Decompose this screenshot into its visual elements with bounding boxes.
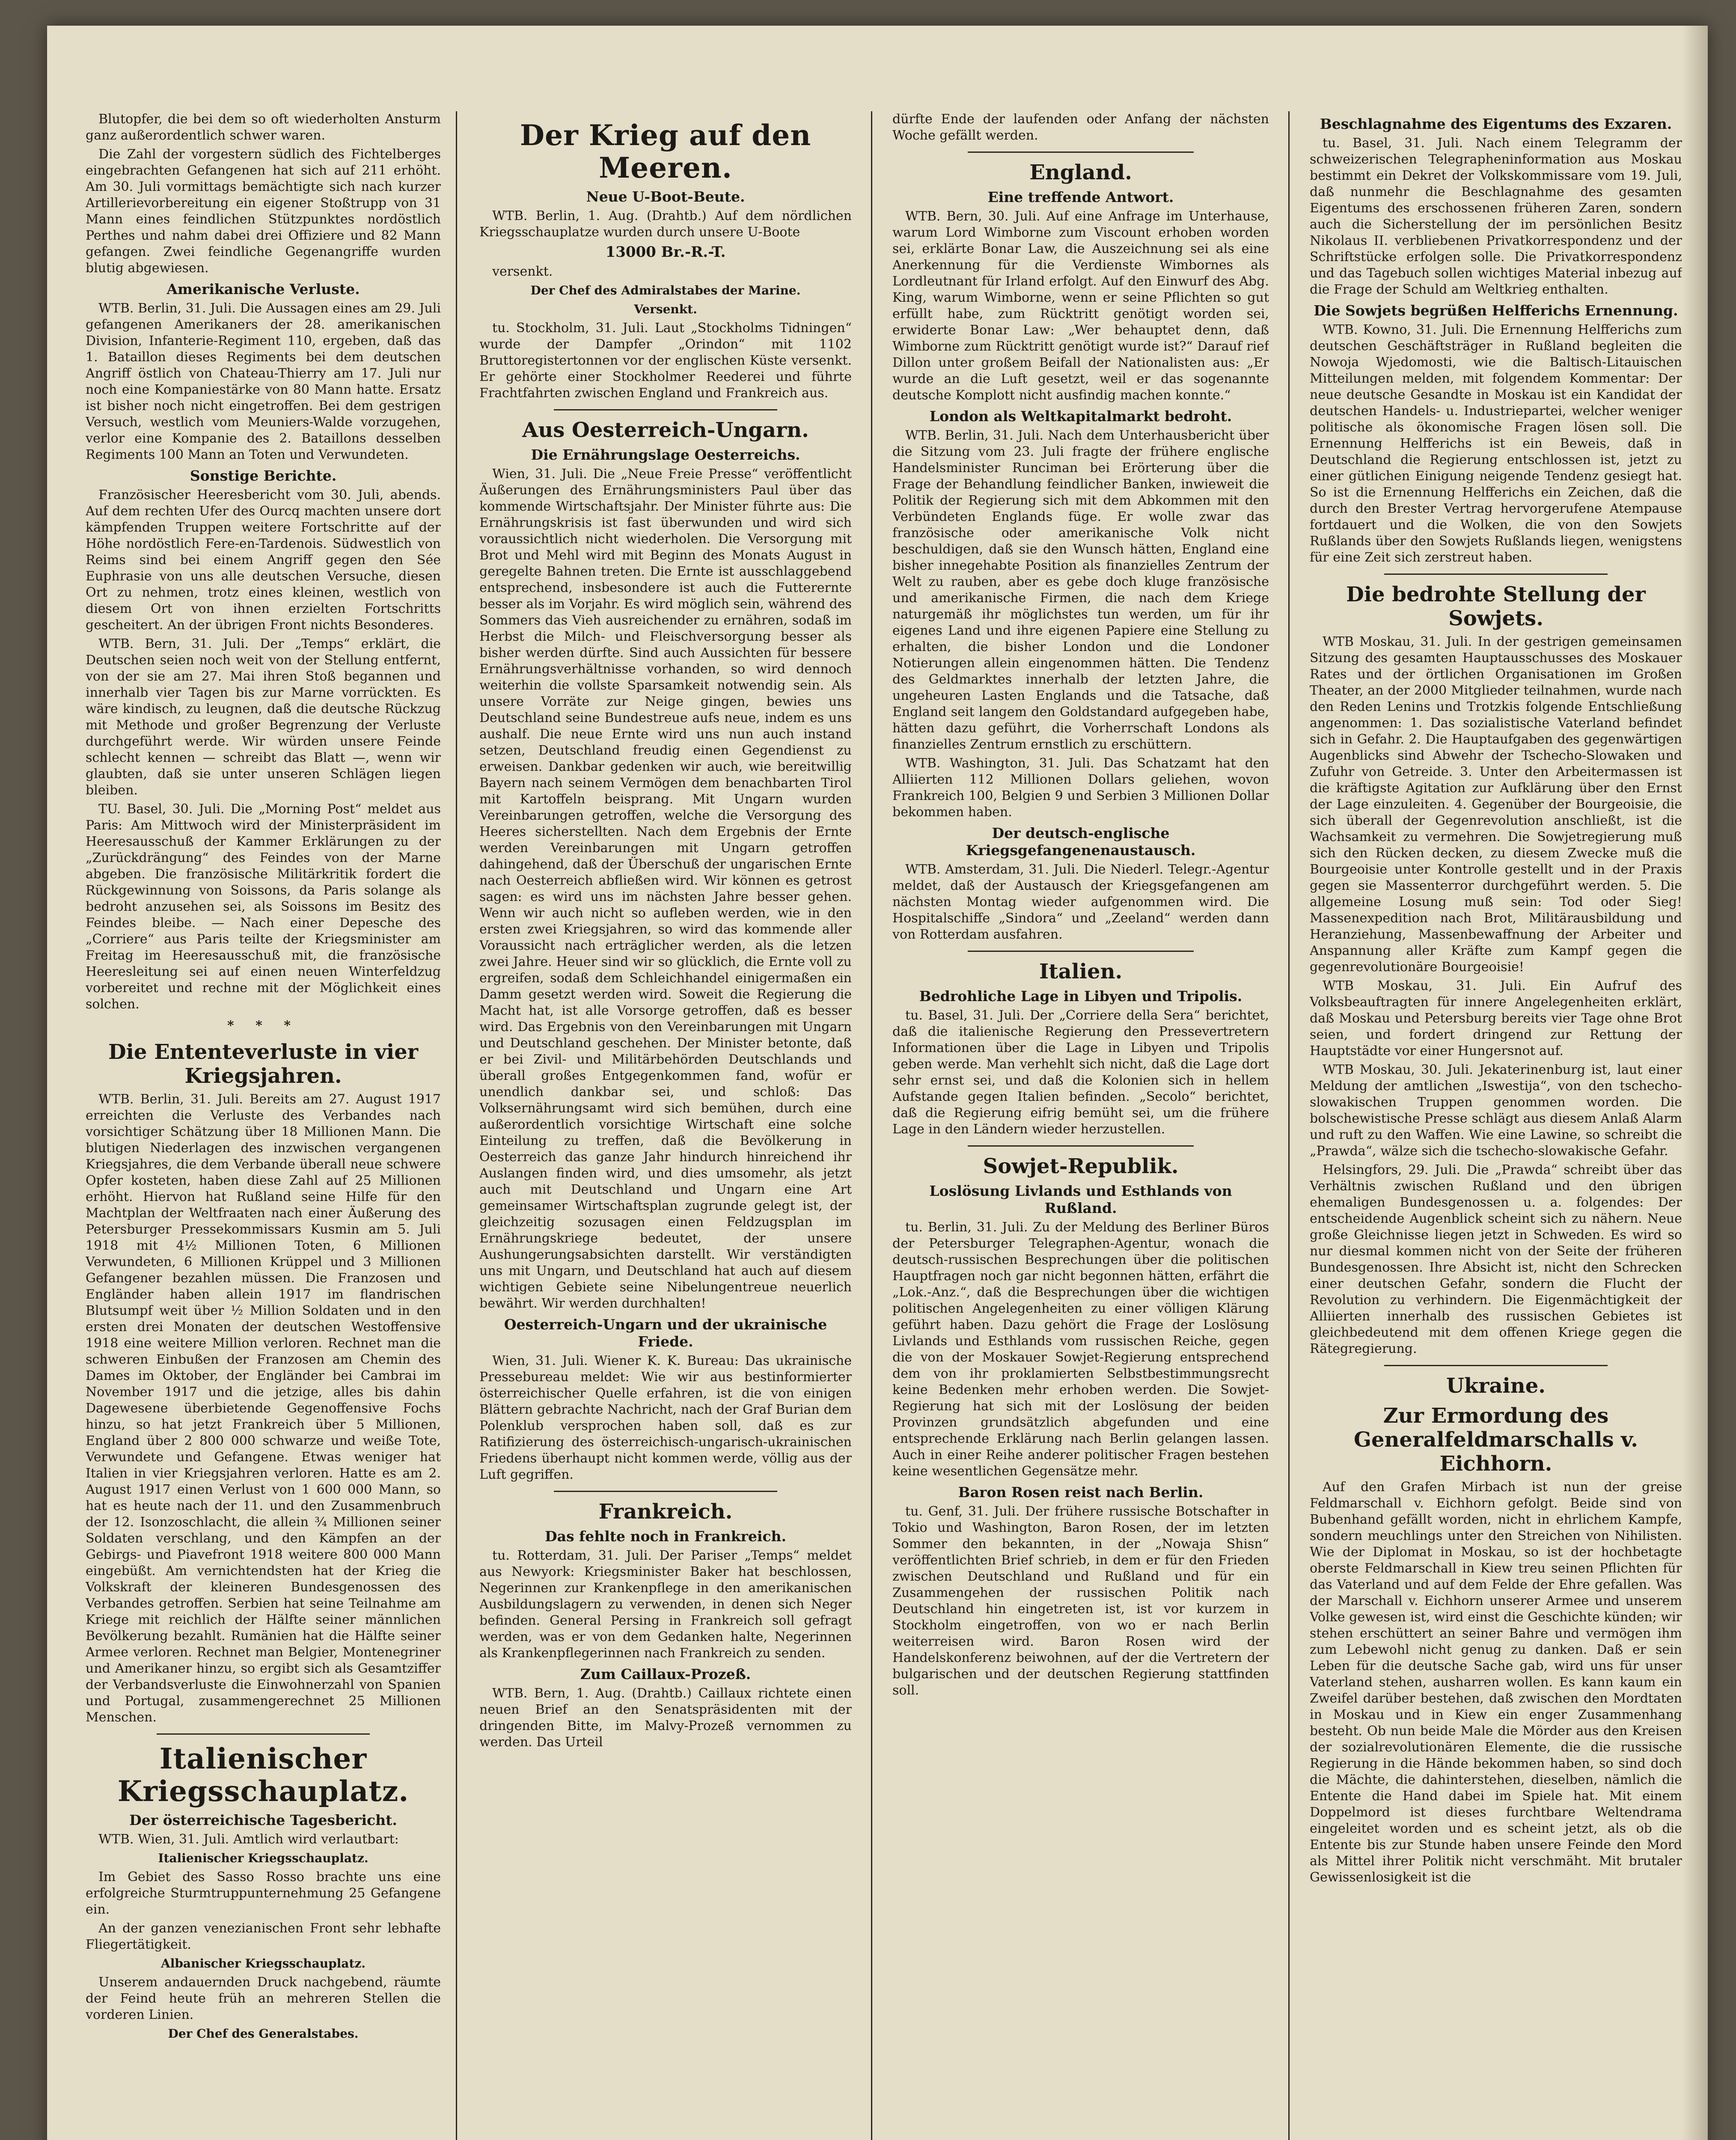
paragraph: Wien, 31. Juli. Wiener K. K. Bureau: Das ukrainische Pressebureau meldet: Wie wir aus bestinformierter österreichischer Quelle erfahren, ist die von einigen Blättern gebrachte Nachricht, nach der Graf Burian dem Polenklub versprochen haben soll, daß es zur Ratifizierung des österreichisch-ungarisch-ukrainischen Friedens überhaupt nicht kommen werde, völlig aus der Luft gegriffen. [479,1353,852,1482]
subheadline: Beschlagnahme des Eigentums des Exzaren. [1320,116,1672,132]
column-4 [1310,111,1682,2140]
article-headline: Italien. [1039,960,1123,984]
paragraph: dürfte Ende der laufenden oder Anfang der nächsten Woche gefällt werden. [892,112,1269,143]
separator-ornament: * * * [227,1018,299,1033]
signature-line: Albanischer Kriegsschauplatz. [161,1956,366,1971]
paragraph: Wien, 31. Juli. Die „Neue Freie Presse“ veröffentlicht Äußerungen des Ernährungsministers Paul über das kommende Wirtschaftsjahr. Der Minister führte aus: Die Ernährungskrisis ist fast überwunden und wird sich voraussichtlich nicht wiederholen. Die Versorgung mit Brot und Mehl wird mit Beginn des Monats August in geregelte Bahnen treten. Die Ernte ist ausschlaggebend entsprechend, insbesondere ist auch die Futterernte besser als im Vorjahr. Es wird möglich sein, während des Sommers das Vieh ausreichender zu ernähren, sodaß im Herbst die Milch- und Fleischversorgung besser als bisher werden dürfte. Sind auch Aussichten für bessere Ernährungsverhältnisse vorhanden, so wird dennoch weiterhin die vollste Sparsamkeit notwendig sein. Als unsere Vorräte zur Neige gingen, bewies uns Deutschland seine Bundestreue aufs neue, indem es uns aushalf. Die neue Ernte wird uns nun auch instand setzen, Deutschland freudig einen Gegendienst zu erweisen. Dankbar gedenken wir auch, wie bereitwillig Bayern nach seinem Vermögen dem benachbarten Tirol mit Kartoffeln beisprang. Mit Ungarn wurden Vereinbarungen getroffen, welche die Versorgung des Heeres sicherstellten. Nach dem Ergebnis der Ernte werden Vereinbarungen mit Ungarn getroffen dahingehend, daß der Überschuß der ungarischen Ernte nach Oesterreich abfließen wird. Wir können es getrost sagen: es wird uns im nächsten Jahre besser gehen. Wenn wir auch nicht so aufleben werden, wie in den ersten zwei Kriegsjahren, so wird das kommende aller Voraussicht nach erträglicher werden, als die letzen zwei Jahre. Heuer sind wir so glücklich, die Ernte voll zu ergreifen, sodaß dem Schleichhandel einigermaßen ein Damm gesetzt werden wird. Soweit die Regierung die Macht hat, ist alle Vorsorge getroffen, daß es besser wird. Das Ergebnis von den Vereinbarungen mit Ungarn und Deutschland geschehen. Der Minister betonte, daß er bei Zivil- und Militärbehörden Deutschlands und überall großes Entgegenkommen fand, wofür er unendlich dankbar sei, und schloß: Das Volksernährungsamt wird sich bemühen, durch eine außerordentlich vorsichtige Wirtschaft eine solche Einteilung zu treffen, daß die Bevölkerung in Oesterreich das ganze Jahr hindurch hinreichend ihr Auslangen finden wird, und dies umsomehr, als jetzt auch mit Deutschland und Ungarn eine Art gemeinsamer Wirtschaftsplan zugrunde gelegt ist, der gleichzeitig sozusagen einen Feldzugsplan im Ernährungskriege bedeutet, der unsere Aushungerungsabsichten darstellt. Wir verständigten uns mit Ungarn, und Deutschland hat auch auf diesem wichtigen Gebiete seine Nibelungentreue neuerlich bewährt. Wir werden durchhalten! [479,467,852,1311]
subheadline: Neue U-Boot-Beute. [586,188,745,205]
column-rule [1288,111,1290,2140]
paragraph: Im Gebiet des Sasso Rosso brachte uns eine erfolgreiche Sturmtruppunternehmung 25 Gefangene ein. [86,1870,441,1917]
tonnage-figure: 13000 Br.-R.-T. [605,244,726,261]
paragraph: WTB. Wien, 31. Juli. Amtlich wird verlautbart: [98,1832,399,1847]
article-headline: Frankreich. [598,1500,733,1524]
article-headline: Ukraine. [1446,1374,1546,1398]
paragraph: tu. Basel, 31. Juli. Der „Corriere della Sera“ berichtet, daß die italienische Regierung den Pressevertretern Informationen über die Lage in Libyen und Tripolis geben werde. Man verhehlt sich nicht, daß die Lage dort sehr ernst sei, und daß die Kolonien sich in hellem Aufstande gegen Italien befinden. „Secolo“ berichtet, daß die Regierung eifrig bemüht sei, um die frühere Lage in den Ländern wieder herzustellen. [892,1008,1269,1137]
signature-line: Versenkt. [634,302,697,316]
subheadline: Loslösung Livlands und Esthlands von Rußland. [929,1183,1232,1216]
subheadline: Zum Caillaux-Prozeß. [580,1666,751,1682]
column-1 [86,111,441,2140]
section-rule [968,1145,1194,1147]
section-rule [554,409,777,410]
paragraph: An der ganzen venezianischen Front sehr lebhafte Fliegertätigkeit. [86,1921,441,1952]
subheadline: Der österreichische Tagesbericht. [129,1812,397,1828]
paragraph: WTB. Berlin, 1. Aug. (Drahtb.) Auf dem nördlichen Kriegsschauplatze wurden durch unsere U-Boote [479,208,852,240]
subheadline: Amerikanische Verluste. [166,281,360,297]
newspaper-page [47,26,1708,2140]
paragraph: tu. Rotterdam, 31. Juli. Der Pariser „Temps“ meldet aus Newyork: Kriegsminister Baker hat beschlossen, Negerinnen zur Krankenpflege in den amerikanischen Ausbildungslagern zu verwenden, in denen sich Neger befinden. General Persing in Frankreich soll gefragt werden, was er von dem Gedanken halte, Negerinnen als Krankenpflegerinnen nach Frankreich zu senden. [479,1548,852,1661]
paragraph: tu. Berlin, 31. Juli. Zu der Meldung des Berliner Büros der Petersburger Telegraphen-Agentur, wonach die deutsch-russischen Besprechungen über die politischen Hauptfragen noch gar nicht begonnen hätten, erfährt die „Lok.-Anz.“, daß die Besprechungen über die wichtigen politischen Angelegenheiten zu einer völligen Klärung geführt haben. Dazu gehört die Frage der Loslösung Livlands und Esthlands vom russischen Reiche, gegen die von der Moskauer Sowjet-Regierung entsprechend dem von ihr proklamierten Selbstbestimmungsrecht keine Bedenken mehr erhoben werden. Die Sowjet-Regierung hat sich mit der Loslösung der beiden Provinzen grundsätzlich abgefunden und eine entsprechende Erklärung nach Berlin gelangen lassen. Auch in einer Reihe anderer politischer Fragen bestehen keine wesentlichen Gegensätze mehr. [892,1220,1269,1479]
subheadline: London als Weltkapitalmarkt bedroht. [929,408,1232,425]
paragraph: WTB Moskau, 30. Juli. Jekaterinenburg ist, laut einer Meldung der amtlichen „Iswestija“, von den tschecho-slowakischen Truppen genommen worden. Die bolschewistische Presse schlägt aus diesem Anlaß Alarm und ruft zu den Waffen. Wie eine Lawine, so schreibt die „Prawda“, wälze sich die tschecho-slowakische Gefahr. [1310,1062,1682,1159]
paragraph: versenkt. [492,264,553,279]
paragraph: WTB Moskau, 31. Juli. In der gestrigen gemeinsamen Sitzung des gesamten Hauptausschusses des Moskauer Rates und der örtlichen Organisationen im Großen Theater, an der 2000 Mitglieder teilnahmen, wurde nach den Reden Lenins und Trotzkis folgende Entschließung angenommen: 1. Das sozialistische Vaterland befindet sich in Gefahr. 2. Die Hauptaufgaben des gegenwärtigen Augenblicks sind Abwehr der Tschecho-Slowaken und Zufuhr von Getreide. 3. Unter den Arbeitermassen ist die kräftigste Agitation zur Aufklärung über den Ernst der Lage einzuleiten. 4. Gegenüber der Bourgeoisie, die sich überall der Gegenrevolution anschließt, ist die Wachsamkeit zu vermehren. Die Sowjetregierung muß sich den Rücken decken, zu diesem Zwecke muß die Bourgeoisie unter Kontrolle gestellt und in der Praxis gegen sie Massenterror durchgeführt werden. 5. Die allgemeine Losung muß sein: Tod oder Sieg! Massenexpedition nach Brot, Militärausbildung und Heranziehung, Massenbewaffnung der Arbeiter und Anspannung aller Kräfte zum Kampf gegen die gegenrevolutionäre Bourgeoisie! [1310,634,1682,975]
paragraph: tu. Genf, 31. Juli. Der frühere russische Botschafter in Tokio und Washington, Baron Rosen, der im letzten Sommer den bekannten, in der „Nowaja Shisn“ veröffentlichten Brief schrieb, in dem er für den Frieden zwischen Deutschland und Rußland und für ein Zusammengehen der russischen Politik nach Deutschland hin eingetreten ist, ist vor kurzem in Stockholm eingetroffen, von wo er nach Berlin weiterreisen wird. Baron Rosen wird der Handelskonferenz beiwohnen, auf der die Vertretern der bulgarischen und der deutschen Regierung stattfinden soll. [892,1504,1269,1698]
signature-line: Der Chef des Admiralstabes der Marine. [530,283,801,297]
column-2 [479,111,852,2140]
article-headline: Die bedrohte Stellung der Sowjets. [1346,583,1646,630]
column-3 [892,111,1269,2140]
paragraph: WTB. Amsterdam, 31. Juli. Die Niederl. Telegr.-Agentur meldet, daß der Austausch der Kriegsgefangenen am nächsten Montag wieder aufgenommen wird. Die Hospitalschiffe „Sindora“ und „Zeeland“ werden dann von Rotterdam ausfahren. [892,862,1269,942]
article-headline: Die Ententeverluste in vier Kriegsjahren. [108,1040,418,1088]
article-headline: Zur Ermordung des Generalfeldmarschalls v. Eichhorn. [1354,1404,1638,1476]
section-rule [968,152,1194,153]
paragraph: Die Zahl der vorgestern südlich des Fichtelberges eingebrachten Gefangenen hat sich auf 211 erhöht. Am 30. Juli vormittags bemächtigte sich nach kurzer Artillerievorbereitung ein eigener Stoßtrupp von 31 Mann eines feindlichen Stützpunktes nordöstlich Perthes und nahm dabei drei Offiziere und 82 Mann gefangen. Zwei feindliche Gegenangriffe wurden blutig abgewiesen. [86,147,441,276]
paragraph: WTB. Bern, 30. Juli. Auf eine Anfrage im Unterhause, warum Lord Wimborne zum Viscount erhoben worden sei, erklärte Bonar Law, die Auszeichnung sei als eine Anerkennung für die Verdienste Wimbornes als Lordleutnant für Irland erfolgt. Auf den Einwurf des Abg. King, warum Wimborne, wenn er seine Pflichten so gut erfüllt habe, zum Rücktritt genötigt worden sei, erwiderte Bonar Law: „Wer behauptet denn, daß Wimborne zum Rücktritt genötigt wurde ist?“ Darauf rief Dillon unter großem Beifall der Nationalisten aus: „Er wurde an die Luft gesetzt, weil er das sogenannte deutsche Komplott nicht ausfindig machen konnte.“ [892,209,1269,403]
subheadline: Die Ernährungslage Oesterreichs. [531,446,800,463]
subheadline: Der deutsch-englische Kriegsgefangenenaustausch. [966,825,1196,859]
paragraph: WTB. Berlin, 31. Juli. Die Aussagen eines am 29. Juli gefangenen Amerikaners der 28. amerikanischen Division, Infanterie-Regiment 110, ergeben, daß das 1. Bataillon dieses Regiments bei dem deutschen Angriff östlich von Chateau-Thierry am 17. Juli nur noch eine Kompaniestärke von 80 Mann hatte. Ersatz ist bisher noch nicht eingetroffen. Bei dem gestrigen Versuch, westlich vom Meuniers-Walde vorzugehen, verlor eine Kompanie des 2. Bataillons desselben Regiments 100 Mann an Toten und Verwundeten. [86,301,441,462]
signature-line: Italienischer Kriegsschauplatz. [158,1851,369,1865]
paragraph: tu. Stockholm, 31. Juli. Laut „Stockholms Tidningen“ wurde der Dampfer „Orindon“ mit 1102 Bruttoregistertonnen vor der englischen Küste versenkt. Er gehörte einer Stockholmer Reederei und führte Frachtfahrten zwischen England und Frankreich aus. [479,321,852,401]
article-headline: Aus Oesterreich-Ungarn. [522,418,809,442]
section-rule [554,1491,777,1492]
paragraph: Blutopfer, die bei dem so oft wiederholten Ansturm ganz außerordentlich schwer waren. [86,112,441,143]
subheadline: Baron Rosen reist nach Berlin. [958,1484,1204,1501]
section-rule [1384,1365,1608,1366]
paragraph: WTB. Bern, 31. Juli. Der „Temps“ erklärt, die Deutschen seien noch weit von der Stellung entfernt, von der sie am 27. Mai ihren Stoß begannen und innerhalb vier Tagen bis zur Marne vorrückten. Es wäre kindisch, zu leugnen, daß die deutsche Rückzug mit Methode und großer Begrenzung der Verluste durchgeführt werde. Wir würden unsere Feinde schlecht kennen — schreibt das Blatt —, wenn wir glaubten, daß sie unter unseren Schlägen liegen bleiben. [86,636,441,798]
signature-line: Der Chef des Generalstabes. [168,2027,359,2041]
paragraph: WTB Moskau, 31. Juli. Ein Aufruf des Volksbeauftragten für innere Angelegenheiten erklärt, daß Moskau und Petersburg bereits vier Tage ohne Brot seien, und fordert dringend zur Rettung der Hauptstädte vor einer Hungersnot auf. [1310,978,1682,1058]
subheadline: Eine treffende Antwort. [987,189,1174,205]
section-headline: Der Krieg auf den Meeren. [520,119,812,184]
subheadline: Sonstige Berichte. [190,467,337,484]
subheadline: Bedrohliche Lage in Libyen und Tripolis. [919,988,1243,1005]
column-rule [456,111,457,2140]
paragraph: Französischer Heeresbericht vom 30. Juli, abends. Auf dem rechten Ufer des Ourcq machten unsere dort kämpfenden Truppen weitere Fortschritte auf der Höhe nordöstlich Fere-en-Tardenois. Südwestlich von Reims sind bei einem Angriff gegen den Sée Euphrasie von uns alle deutschen Versuche, diesen Ort zu nehmen, trotz eines kleinen, westlich von diesem Ort von ihnen erzielten Fortschritts gescheitert. An der übrigen Front nichts Besonderes. [86,487,441,633]
subheadline: Das fehlte noch in Frankreich. [544,1528,787,1545]
article-headline: Sowjet-Republik. [983,1154,1179,1178]
article-headline: England. [1029,160,1132,184]
page-binding-shadow [1682,26,1708,2140]
paragraph: Unserem andauernden Druck nachgebend, räumte der Feind heute früh an mehreren Stellen die vorderen Linien. [86,1975,441,2022]
paragraph: WTB. Bern, 1. Aug. (Drahtb.) Caillaux richtete einen neuen Brief an den Senatspräsidenten mit der dringenden Bitte, im Malvy-Prozeß vernommen zu werden. Das Urteil [479,1686,852,1750]
paragraph: TU. Basel, 30. Juli. Die „Morning Post“ meldet aus Paris: Am Mittwoch wird der Ministerpräsident im Heeresausschuß der Kammer Erklärungen zu der „Zurückdrängung“ des Feindes von der Marne abgeben. Die französische Militärkritik fordert die Rückgewinnung von Soissons, da Paris solange als bedroht anzusehen sei, als Soissons im Besitz des Feindes bleibe. — Nach einer Depesche des „Corriere“ aus Paris teilte der Kriegsminister am Freitag im Heeresausschuß mit, die französische Heeresleitung sei auf einen neuen Winterfeldzug vorbereitet und rechne mit der Möglichkeit eines solchen. [86,802,441,1012]
section-headline: Italienischer Kriegsschauplatz. [117,1742,409,1808]
paragraph: WTB. Washington, 31. Juli. Das Schatzamt hat den Alliierten 112 Millionen Dollars geliehen, wovon Frankreich 100, Belgien 9 und Serbien 3 Millionen Dollar bekommen haben. [892,756,1269,820]
paragraph: Auf den Grafen Mirbach ist nun der greise Feldmarschall v. Eichhorn gefolgt. Beide sind von Bubenhand gefällt worden, nicht in ehrlichem Kampfe, sondern meuchlings unter den Streichen von Nihilisten. Wie der Diplomat in Moskau, so ist der hochbetagte oberste Feldmarschall in Kiew treu seinen Pflichten für das Vaterland und auf dem Felde der Ehre gefallen. Was der Marschall v. Eichhorn unserer Armee und unserem Volke gewesen ist, wird einst die Geschichte künden; wir stehen erschüttert an seiner Bahre und vermögen ihm zum Lebewohl nicht genug zu danken. Daß er sein Leben für die deutsche Sache gab, wird uns für unser Vaterland stehen, ausharren wollen. Es kann kaum ein Zweifel darüber bestehen, daß zwischen den Mordtaten in Moskau und in Kiew ein enger Zusammenhang besteht. Ob nun beide Male die Mörder aus den Kreisen der sozialrevolutionären Elemente, die die russische Regierung in die Hände bekommen haben, so sind doch die Mächte, die dahinterstehen, dieselben, nämlich die Entente die Hand dabei im Spiele hat. Mit einem Doppelmord ist dieses furchtbare Weltendrama eingeleitet worden und es scheint jetzt, als ob die Entente bis zur Stunde haben unsere Feinde den Mord als Mittel ihrer Politik nicht verschmäht. Mit brutaler Gewissenlosigkeit ist die [1310,1480,1682,1885]
paragraph: WTB. Kowno, 31. Juli. Die Ernennung Helfferichs zum deutschen Geschäftsträger in Rußland begleiten die Nowoja Wjedomosti, wie die Baltisch-Litauischen Mitteilungen melden, mit folgendem Kommentar: Der neue deutsche Gesandte in Moskau ist ein Kandidat der deutschen Handels- u. Industriepartei, welcher weniger politische als ökonomische Fragen lösen soll. Die Ernennung Helfferichs ist ein Beweis, daß in Deutschland die Regierung entschlossen ist, jetzt zu einer gütlichen Einigung neigende Tendenz gesiegt hat. So ist die Ernennung Helfferichs ein Zeichen, daß die durch den Brester Vertrag hervorgerufene Atempause fortdauert und die Wolken, die von den Sowjets Rußlands über den Sowjets Rußlands liegen, wenigstens für eine Zeit sich zerstreut haben. [1310,322,1682,565]
section-rule [1384,574,1608,575]
paragraph: Helsingfors, 29. Juli. Die „Prawda“ schreibt über das Verhältnis zwischen Rußland und den übrigen ehemaligen Bundesgenossen u. a. folgendes: Der entscheidende Augenblick scheint sich zu nähern. Neue große Gleichnisse liegen jetzt in Schweden. Es wird so nur diesmal kommen nicht von der Seite der früheren Bundesgenossen. Ihre Absicht ist, nicht den Schrecken einer deutschen Gefahr, sondern die Flucht der Revolution zu verhindern. Die Eigenmächtigkeit der Alliierten innerhalb des russischen Gebietes ist gleichbedeutend mit dem offenen Kriege gegen die Rätegregierung. [1310,1162,1682,1356]
section-rule [157,1733,370,1735]
paragraph: WTB. Berlin, 31. Juli. Bereits am 27. August 1917 erreichten die Verluste des Verbandes nach vorsichtiger Schätzung über 18 Millionen Mann. Die blutigen Niederlagen des inzwischen vergangenen Kriegsjahres, die dem Verbande überall neue schwere Opfer kosteten, haben diese Zahl auf 25 Millionen erhöht. Hiervon hat Rußland seine Hilfe für den Machtplan der Weltfraaten nach einer Äußerung des Petersburger Pressekommissars Kusmin am 5. Juli 1918 mit 4½ Millionen Toten, 6 Millionen Verwundeten, 6 Millionen Krüppel und 3 Millionen Gefangener bezahlen müssen. Die Franzosen und Engländer haben allein 1917 im flandrischen Blutsumpf weit über ½ Million Soldaten und in den ersten drei Monaten der deutschen Westoffensive 1918 eine weitere Million verloren. Rechnet man die schweren Einbußen der Franzosen am Chemin des Dames im Oktober, der Engländer bei Cambrai im November 1917 und die jetzige, alles bis dahin Dagewesene überbietende Gegenoffensive Fochs hinzu, so hat jetzt Frankreich über 5 Millionen, England über 2 800 000 schwarze und weiße Tote, Verwundete und Gefangene. Etwas weniger hat Italien in vier Kriegsjahren verloren. Hatte es am 2. August 1917 einen Verlust von 1 600 000 Mann, so hat es heute nach der 11. und den Zusammenbruch der 12. Isonzoschlacht, die allein ¾ Millionen seiner Soldaten verschlang, und den Kämpfen an der Gebirgs- und Piavefront 1918 weitere 800 000 Mann eingebüßt. Am vernichtendsten hat der Krieg die Volkskraft der kleineren Bundesgenossen des Verbandes getroffen. Serbien hat seine Teilnahme am Kriege mit reichlich der Hälfte seiner männlichen Bevölkerung bezahlt. Rumänien hat die Hälfte seiner Armee verloren. Rechnet man Belgier, Montenegriner und Amerikaner hinzu, so ergibt sich als Gesamtziffer der Verbandsverluste die Einwohnerzahl von Spanien und Portugal, zusammengerechnet 25 Millionen Menschen. [86,1092,441,1725]
paragraph: WTB. Berlin, 31. Juli. Nach dem Unterhausbericht über die Sitzung vom 23. Juli fragte der frühere englische Handelsminister Runciman bei Erörterung über die Frage der Behandlung feindlicher Banken, inwieweit die Politik der Regierung sich mit dem Abkommen mit den Verbündeten Englands füge. Er wolle zwar das französische oder amerikanische Volk nicht beschuldigen, daß sie den Wunsch hätten, England eine bisher innegehabte Position als finanzielles Zentrum der Welt zu rauben, aber es gebe doch kluge französische und amerikanische Firmen, die nach dem Kriege naturgemäß ihr möglichstes tun werden, um für ihr eigenes Land und ihre eigenen Papiere eine Stellung zu erhalten, die bisher London und die Londoner Notierungen allein eingenommen hätten. Die Tendenz des Geldmarktes innerhalb der letzten Jahre, die ungeheuren Lasten Englands und die Tatsache, daß England seit langem den Goldstandard aufgegeben habe, hätten dazu geführt, die Vorherrschaft Londons als finanzielles Zentrum ernstlich zu erschüttern. [892,428,1269,752]
subheadline: Die Sowjets begrüßen Helfferichs Ernennung. [1314,302,1678,319]
paragraph: tu. Basel, 31. Juli. Nach einem Telegramm der schweizerischen Telegrapheninformation aus Moskau bestimmt ein Dekret der Volkskommissare vom 19. Juli, daß nunmehr die Beschlagnahme des gesamten Eigentums des erschossenen früheren Zaren, sondern auch die Sicherstellung der im persönlichen Besitz Nikolaus II. verbliebenen Privatkorrespondenz und der Schriftstücke erfolgen solle. Die Privatkorrespondenz und das Tagebuch sollen wichtiges Material inbezug auf die Frage der Schuld am Weltkrieg enthalten. [1310,136,1682,297]
subheadline: Oesterreich-Ungarn und der ukrainische Friede. [504,1316,827,1350]
section-rule [968,951,1194,952]
column-rule [871,111,872,2140]
